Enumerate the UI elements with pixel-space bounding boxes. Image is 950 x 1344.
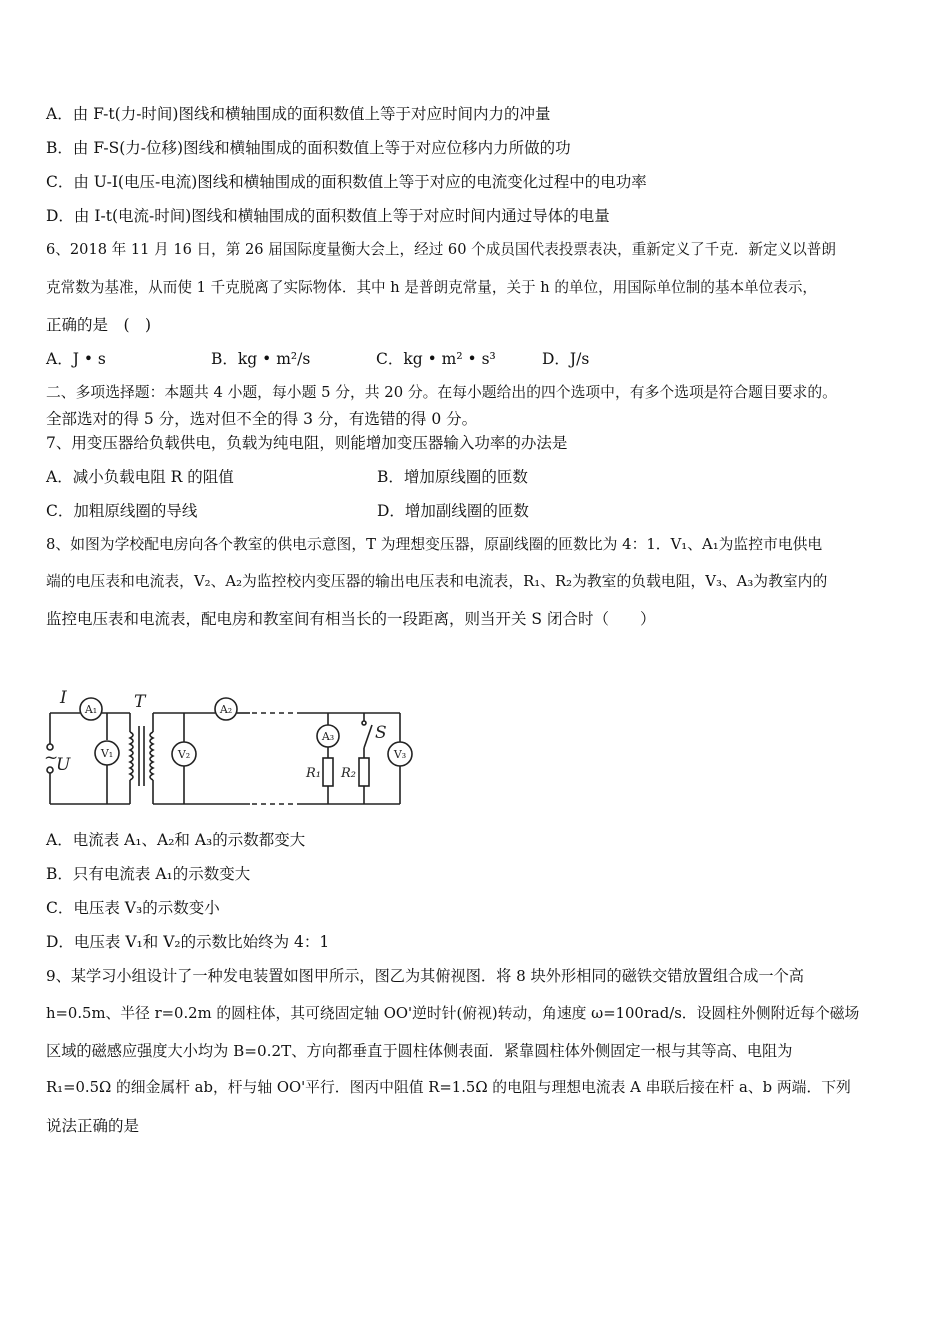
q8-stem-line2: 端的电压表和电流表，V₂、A₂为监控校内变压器的输出电压表和电流表，R₁、R₂为教室的负载电阻，V₃、A₃为教室内的: [46, 573, 828, 590]
q9-stem-line5: 说法正确的是: [46, 1117, 140, 1135]
q8-stem-line3: 监控电压表和电流表，配电房和教室间有相当长的一段距离，则当开关 S 闭合时（ ）: [46, 610, 656, 628]
label-source-u: U: [56, 755, 71, 775]
label-v2: V₂: [177, 748, 191, 761]
q9-stem-line4: R₁=0.5Ω 的细金属杆 ab，杆与轴 OO'平行．图丙中阻值 R=1.5Ω 的电阻与理想电流表 A 串联后接在杆 a、b 两端．下列: [46, 1079, 851, 1096]
q7-option-a: A．减小负载电阻 R 的阻值: [46, 468, 234, 486]
label-r1: R₁: [306, 766, 321, 781]
label-switch: S: [375, 723, 387, 743]
q8-option-d: D．电压表 V₁和 V₂的示数比始终为 4：1: [46, 933, 330, 951]
primary-coil: [130, 732, 133, 780]
q9-stem-line2: h=0.5m、半径 r=0.2m 的圆柱体，其可绕固定轴 OO'逆时针(俯视)转动，角速度 ω=100rad/s．设圆柱外侧附近每个磁场: [46, 1005, 860, 1022]
q8-option-a: A．电流表 A₁、A₂和 A₃的示数都变大: [46, 831, 306, 849]
q5-option-a: A．由 F-t(力-时间)图线和横轴围成的面积数值上等于对应时间内力的冲量: [46, 105, 551, 123]
section2-instructions-line2: 全部选对的得 5 分，选对但不全的得 3 分，有选错的得 0 分。: [46, 410, 478, 428]
q8-stem-line1: 8、如图为学校配电房向各个教室的供电示意图，T 为理想变压器，原副线圈的匝数比为 4：1．V₁、A₁为监控市电供电: [46, 536, 823, 553]
label-a2: A₂: [219, 703, 233, 716]
q8-circuit-diagram: [44, 690, 416, 810]
label-source-ac: ~: [44, 748, 59, 768]
section2-instructions-line1: 二、多项选择题：本题共 4 小题，每小题 5 分，共 20 分。在每小题给出的四个选项中，有多个选项是符合题目要求的。: [46, 384, 837, 401]
switch-contact: [362, 721, 366, 725]
label-r2: R₂: [341, 766, 356, 781]
switch-blade: [364, 725, 372, 748]
resistor-r2: [359, 758, 369, 786]
q9-stem-line3: 区域的磁感应强度大小均为 B=0.2T、方向都垂直于圆柱体侧表面．紧靠圆柱体外侧固定一根与其等高、电阻为: [46, 1042, 793, 1060]
resistor-r1: [323, 758, 333, 786]
q5-option-c: C．由 U-I(电压-电流)图线和横轴围成的面积数值上等于对应的电流变化过程中的电功率: [46, 173, 647, 191]
q7-option-c: C．加粗原线圈的导线: [46, 502, 198, 520]
label-current: I: [60, 690, 67, 708]
q6-stem-line2: 克常数为基准，从而使 1 千克脱离了实际物体．其中 h 是普朗克常量，关于 h 的单位，用国际单位制的基本单位表示，: [46, 279, 818, 296]
q6-option-a: A．J • s: [46, 350, 106, 368]
q5-option-d: D．由 I-t(电流-时间)图线和横轴围成的面积数值上等于对应时间内通过导体的电量: [46, 207, 610, 225]
label-a3: A₃: [321, 730, 335, 743]
q7-options-row2: [46, 501, 926, 521]
q5-option-b: B．由 F-S(力-位移)图线和横轴围成的面积数值上等于对应位移内力所做的功: [46, 139, 571, 157]
label-a1: A₁: [84, 703, 98, 716]
secondary-coil: [150, 732, 153, 780]
q9-stem-line1: 9、某学习小组设计了一种发电装置如图甲所示，图乙为其俯视图．将 8 块外形相同的磁铁交错放置组合成一个高: [46, 967, 804, 985]
q6-options: [46, 349, 926, 369]
q6-stem-line3: 正确的是 ( ): [46, 316, 152, 334]
q7-option-d: D．增加副线圈的匝数: [377, 502, 529, 520]
q6-option-d: D．J/s: [542, 350, 590, 368]
q8-option-c: C．电压表 V₃的示数变小: [46, 899, 220, 917]
label-v3: V₃: [393, 748, 407, 761]
q7-stem: 7、用变压器给负载供电，负载为纯电阻，则能增加变压器输入功率的办法是: [46, 434, 568, 452]
q6-option-b: B．kg • m²/s: [211, 350, 311, 368]
q6-stem-line1: 6、2018 年 11 月 16 日，第 26 届国际度量衡大会上，经过 60 个成员国代表投票表决，重新定义了千克．新定义以普朗: [46, 241, 836, 258]
q8-option-b: B．只有电流表 A₁的示数变大: [46, 865, 251, 883]
q6-option-c: C．kg • m² • s³: [376, 350, 496, 368]
label-transformer: T: [134, 692, 146, 712]
q7-option-b: B．增加原线圈的匝数: [377, 468, 528, 486]
label-v1: V₁: [100, 747, 114, 760]
q7-options-row1: [46, 467, 926, 487]
